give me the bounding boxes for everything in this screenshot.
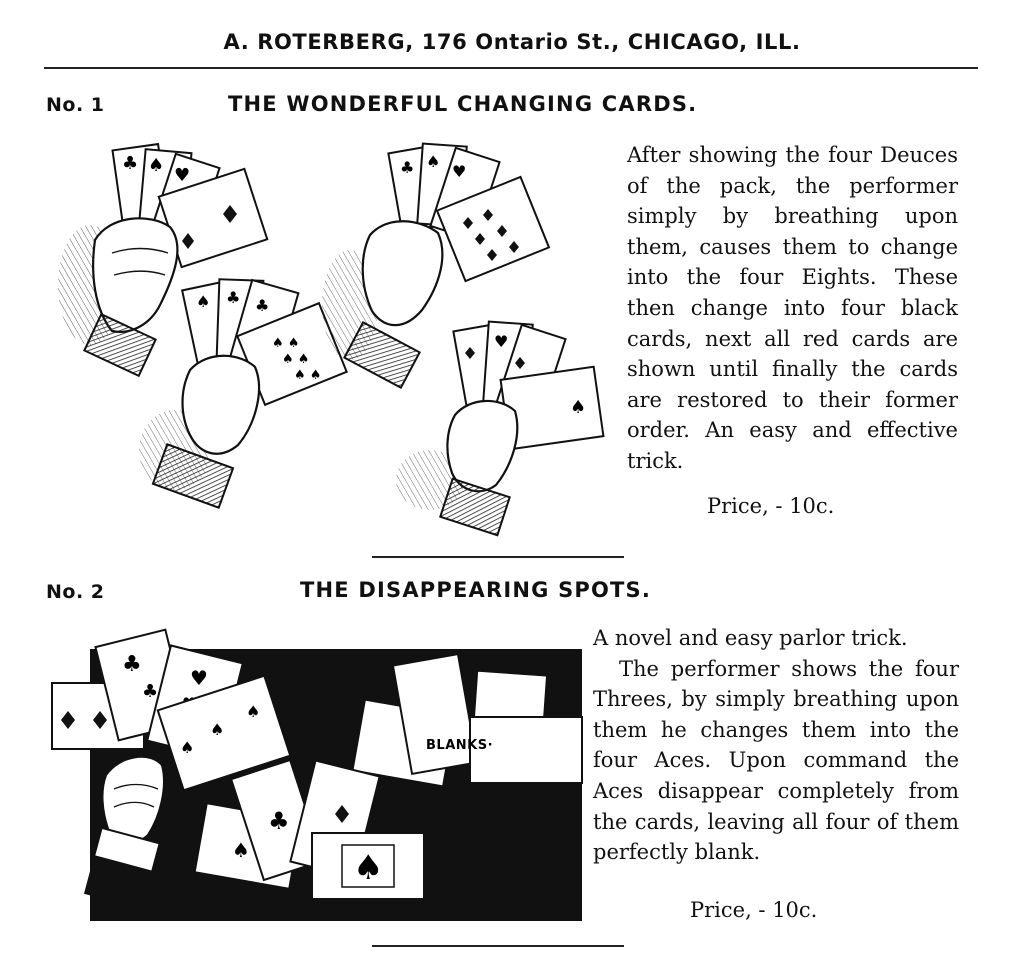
svg-text:♣: ♣ [255,296,270,315]
svg-text:♥: ♥ [494,332,509,351]
changing-cards-illustration [50,135,620,545]
svg-text:♠: ♠ [210,720,225,739]
disappearing-spots-drawing [50,625,585,925]
svg-text:♠: ♠ [148,155,165,176]
item-1-divider [372,556,624,558]
svg-text:♣: ♣ [122,652,142,677]
svg-text:♣: ♣ [142,681,159,702]
item-1-price: Price, - 10c. [707,494,835,518]
item-2-number: No. 2 [46,581,105,603]
svg-text:♠ ♠: ♠ ♠ [294,368,322,383]
hand-fan-middle-left [139,279,347,507]
svg-text:♠: ♠ [353,848,384,888]
svg-text:♠: ♠ [196,292,211,311]
page-masthead: A. ROTERBERG, 176 Ontario St., CHICAGO, ILL. [223,30,801,54]
item-1-number: No. 1 [46,94,105,116]
hand-fan-lower-right [396,322,603,536]
svg-text:♠: ♠ [246,702,261,721]
blanks-label: BLANKS· [426,738,494,753]
svg-text:♠: ♠ [426,152,441,171]
svg-text:♠: ♠ [180,738,195,757]
svg-text:♥: ♥ [190,666,208,690]
svg-text:♠: ♠ [232,838,250,862]
changing-cards-drawing [50,135,620,545]
masthead-rule [44,67,978,69]
svg-text:♣: ♣ [268,807,290,835]
item-2-title: THE DISAPPEARING SPOTS. [300,578,652,602]
disappearing-spots-illustration [50,625,585,925]
svg-text:♣: ♣ [400,158,415,177]
item-2-divider [372,945,624,947]
svg-text:♣: ♣ [122,153,139,174]
item-2-description-lead: A novel and easy parlor trick. [593,626,908,650]
item-2-description-block [593,623,959,868]
item-1-title: THE WONDERFUL CHANGING CARDS. [228,92,698,116]
svg-text:♣: ♣ [226,288,241,307]
item-2-description: The performer shows the four Threes, by simply breathing upon them he changes them into the four Aces. Upon command the Aces disappear completely from the cards, leaving all four of them perfectly blank. [593,656,959,865]
item-2-price: Price, - 10c. [690,898,818,922]
svg-text:♠: ♠ [570,397,587,418]
item-1-description: After showing the four Deuces of the pack, the performer simply by breathing upon them, causes them to change into the four Eights. These then change into four black cards, next all red cards are shown until finally the cards are restored to their former order. An easy and effective trick. [627,143,958,473]
svg-text:♥: ♥ [452,162,467,181]
svg-text:♥: ♥ [174,165,191,186]
svg-text:♠ ♠: ♠ ♠ [282,352,310,367]
svg-text:♠ ♠: ♠ ♠ [272,336,300,351]
